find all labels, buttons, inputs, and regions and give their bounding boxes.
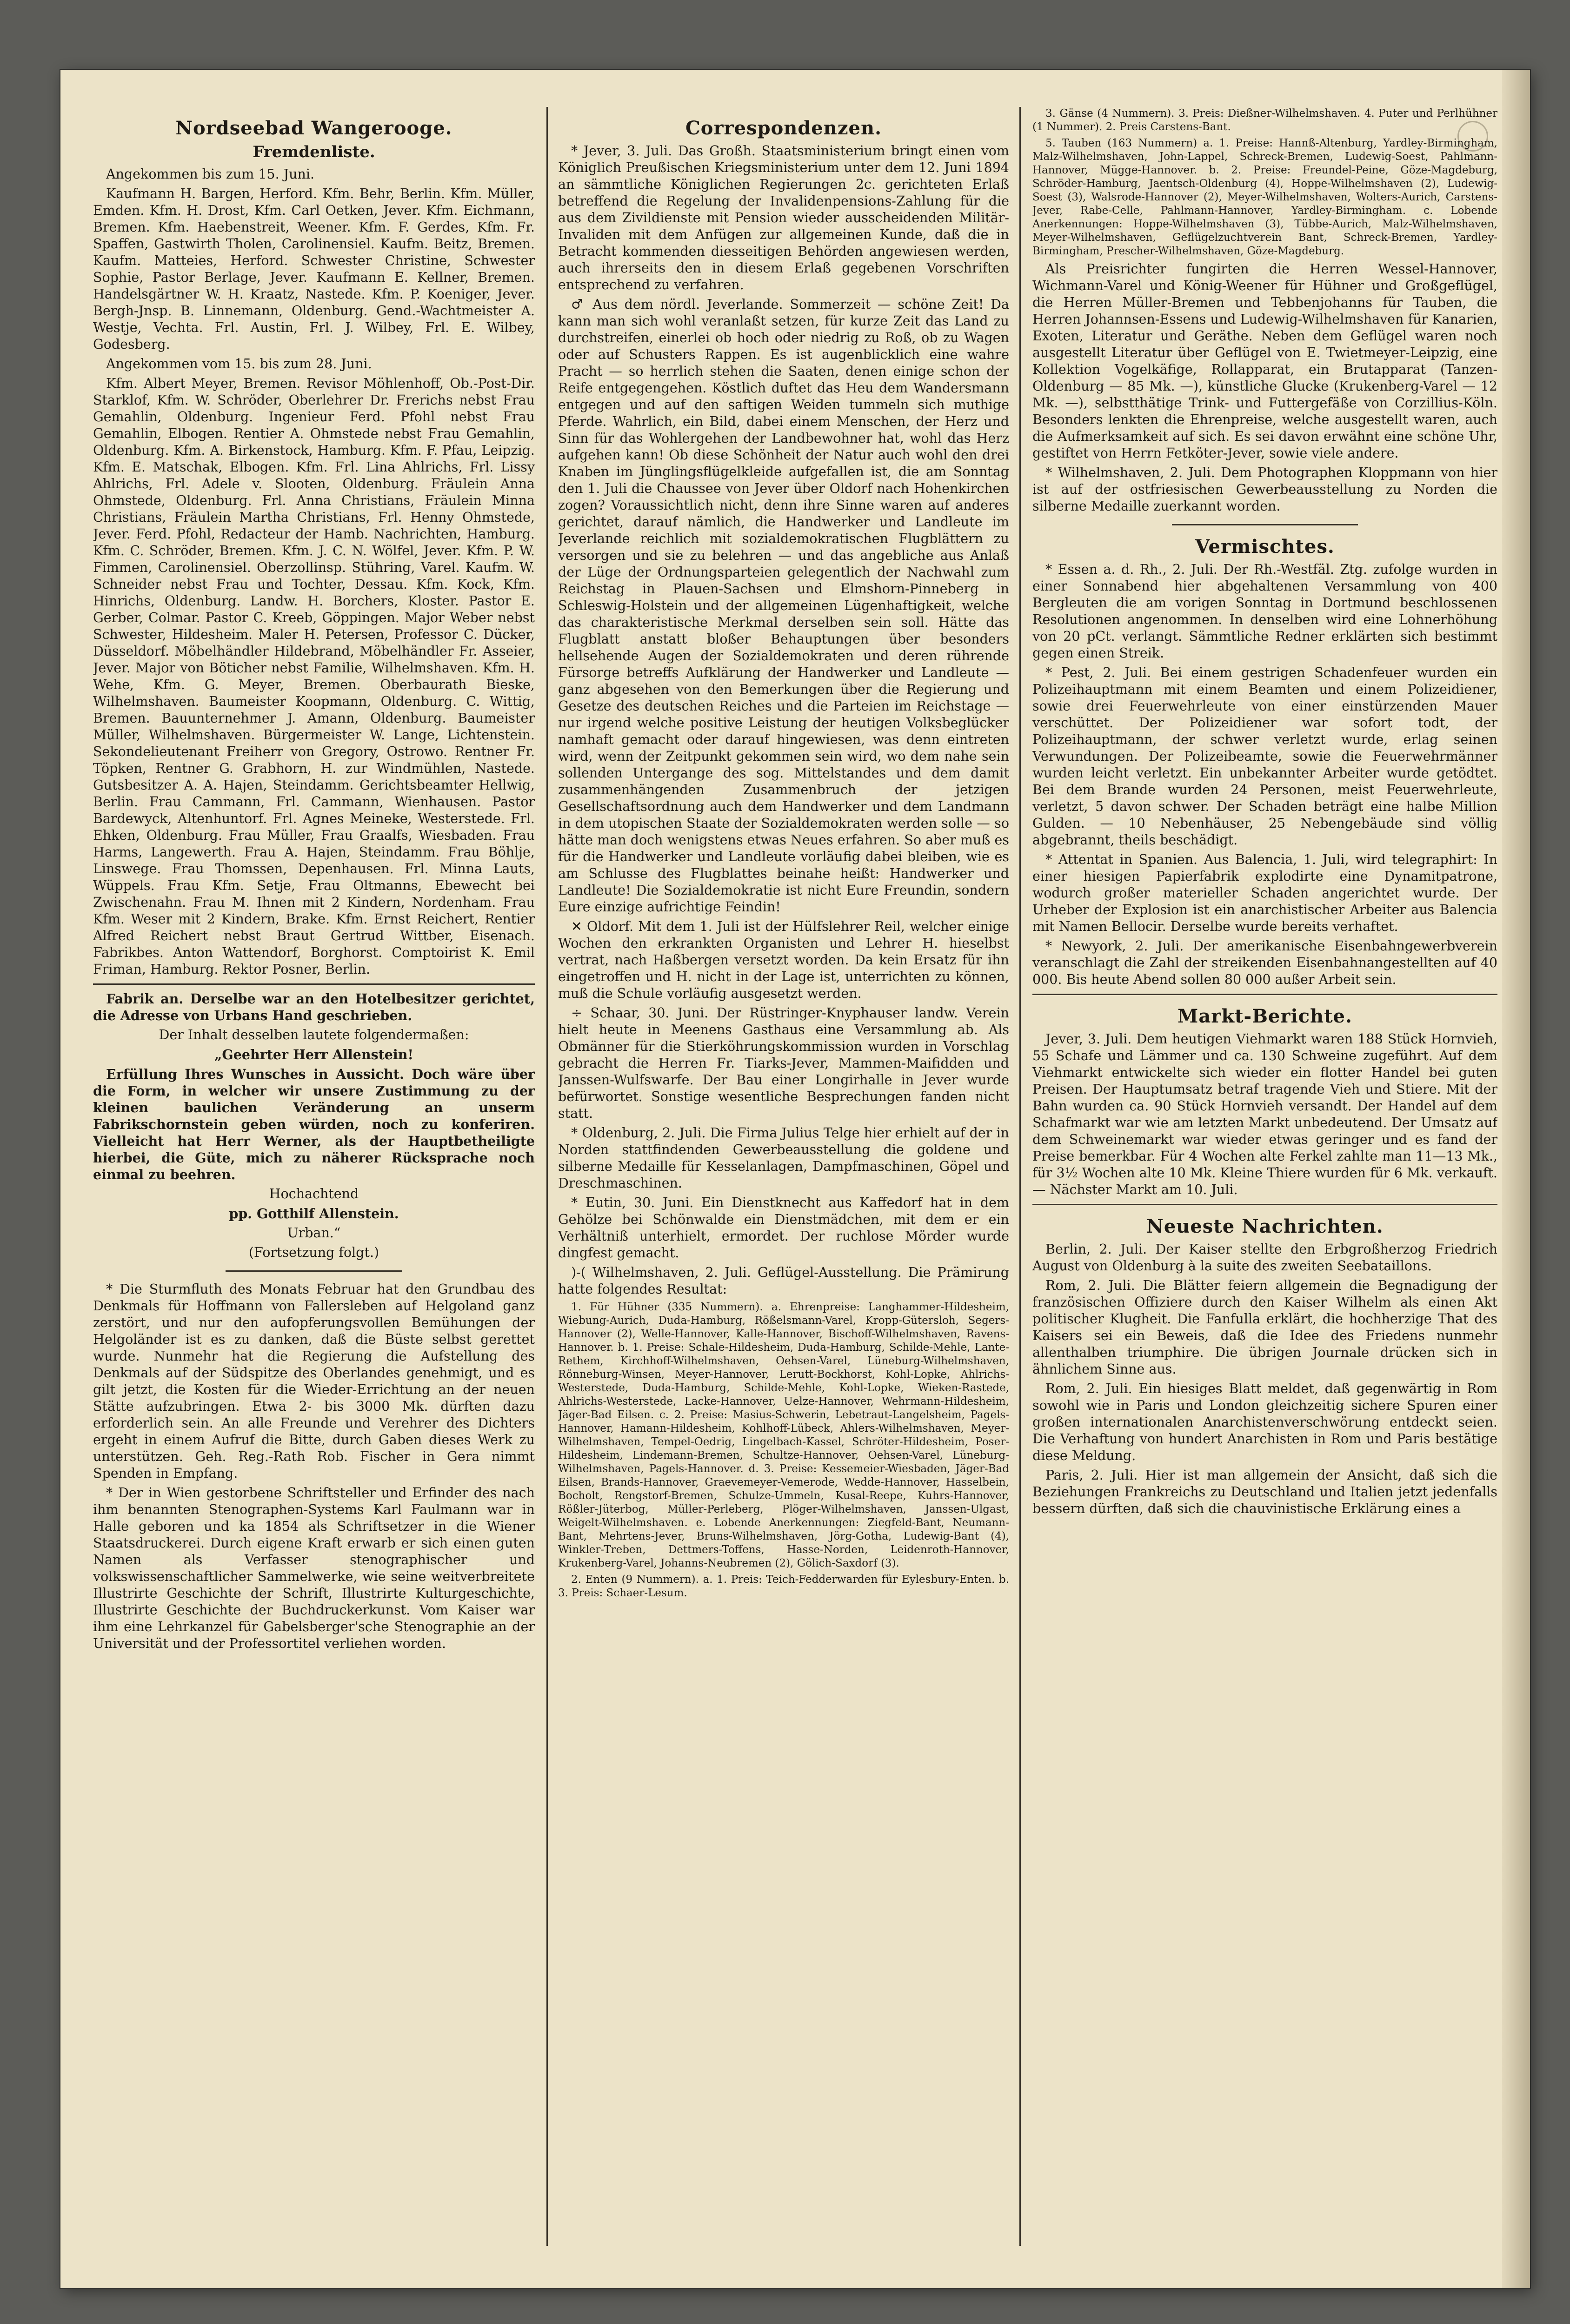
divider: [93, 983, 535, 985]
column-1: [93, 107, 535, 2255]
paragraph: * Wilhelmshaven, 2. Juli. Dem Photographen Kloppmann von hier ist auf der ostfriesischen Gewerbeausstellung zu Norden die silberne Medaille zuerkannt worden.: [1032, 465, 1497, 514]
column-3: [1032, 107, 1497, 2255]
paragraph: 2. Enten (9 Nummern). a. 1. Preis: Teich-Fedderwarden für Eylesbury-Enten. b. 3. Preis: Schaer-Lesum.: [558, 1574, 1009, 1599]
section-title-wangerooge: Nordseebad Wangerooge.: [175, 117, 452, 139]
paragraph: Paris, 2. Juli. Hier ist man allgemein der Ansicht, daß sich die Beziehungen Frankreichs zu Deutschland und Italien jetzt jedenfalls bessern dürften, daß sich die chauvinistische Erklärung eines a: [1032, 1467, 1497, 1516]
paragraph: ✕ Oldorf. Mit dem 1. Juli ist der Hülfslehrer Reil, welcher einige Wochen den erkrankten Organisten und Lehrer H. hieselbst vertrat, nach Haßbergen versetzt worden. Da kein Ersatz für ihn eingetroffen und H. nicht in der Lage ist, unterrichten zu können, muß die Schule vorläufig ausgesetzt werden.: [558, 919, 1009, 1001]
paragraph: Berlin, 2. Juli. Der Kaiser stellte den Erbgroßherzog Friedrich August von Oldenburg à la suite des zweiten Seebataillons.: [1032, 1242, 1497, 1274]
paragraph: 1. Für Hühner (335 Nummern). a. Ehrenpreise: Langhammer-Hildesheim, Wiebung-Aurich, Duda-Hamburg, Rößelsmann-Varel, Kropp-Gütersloh, Segers-Hannover (2), Welle-Hannover, Kalle-Hannover, Bischoff-Wilhelmshaven, Ravens-Hannover. b. 1. Preise: Schale-Hildesheim, Duda-Hamburg, Schilde-Mehle, Lante-Rethem, Kirchhoff-Wilhelmshaven, Oehsen-Varel, Lüneburg-Wilhelmshaven, Rönneburg-Winsen, Meyer-Hannover, Lerutt-Bockhorst, Kohl-Lopke, Ahlrichs-Westerstede, Duda-Hamburg, Schilde-Mehle, Kohl-Lopke, Wieken-Rastede, Ahlrichs-Westerstede, Lacke-Hannover, Uelze-Hannover, Wehrmann-Hildesheim, Jäger-Bad Eilsen. c. 2. Preise: Masius-Schwerin, Lebetraut-Langelsheim, Pagels-Hannover, Hamann-Hildesheim, Kohlhoff-Lübeck, Ahlers-Wilhelmshaven, Meyer-Wilhelmshaven, Tempel-Oedrig, Lingelbach-Kassel, Schröter-Hildesheim, Poser-Hildesheim, Lindemann-Bremen, Schultze-Hannover, Oehsen-Varel, Lüneburg-Wilhelmshaven, Pagels-Hannover. d. 3. Preise: Kessemeier-Wiesbaden, Jäger-Bad Eilsen, Brands-Hannover, Graevemeyer-Vemerode, Wedde-Hannover, Hasselbein, Bocholt, Rengstorf-Bremen, Schulze-Ummeln, Kusal-Reepe, Kuhrs-Hannover, Rößler-Jüterbog, Müller-Perleberg, Plöger-Wilhelmshaven, Janssen-Ulgast, Weigelt-Wilhelmshaven. e. Lobende Anerkennungen: Ziegfeld-Bant, Neumann-Bant, Mehrtens-Jever, Bruns-Wilhelmshaven, Jörg-Gotha, Ludewig-Bant (4), Winkler-Treben, Dettmers-Toffens, Hasse-Norden, Leidenroth-Hannover, Krukenberg-Varel, Johanns-Neubremen (2), Gölich-Saxdorf (3).: [558, 1301, 1009, 1569]
paragraph: Rom, 2. Juli. Ein hiesiges Blatt meldet, daß gegenwärtig in Rom sowohl wie in Paris und London gleichzeitig sichere Spuren einer großen internationalen Anarchistenverschwörung entdeckt seien. Die Verhaftung von hundert Anarchisten in Rom und Paris bestätige diese Meldung.: [1032, 1381, 1497, 1463]
paragraph: Als Preisrichter fungirten die Herren Wessel-Hannover, Wichmann-Varel und König-Weener für Hühner und Großgeflügel, die Herren Müller-Bremen und Tebbenjohanns für Tauben, die Herren Johannsen-Essens und Ludewig-Wilhelmshaven für Kanarien, Exoten, Literatur und Geräthe. Neben dem Geflügel waren noch ausgestellt Literatur über Geflügel von E. Twietmeyer-Leipzig, eine Kollektion Vogelkäfige, Rollapparat, ein Brutapparat (Tanzen-Oldenburg — 85 Mk. —), künstliche Glucke (Krukenberg-Varel — 12 Mk. —), selbstthätige Trink- und Futtergefäße von Corzillius-Köln. Besonders lenkten die Ehrenpreise, welche ausgestellt waren, auch die Aufmerksamkeit auf sich. Es sei davon erwähnt eine schöne Uhr, gestiftet von Herrn Fetköter-Jever, sowie viele andere.: [1032, 261, 1497, 461]
paragraph: Der Inhalt desselben lautete folgendermaßen:: [159, 1027, 469, 1042]
newspaper-page: [60, 70, 1530, 2288]
paragraph: * Jever, 3. Juli. Das Großh. Staatsministerium bringt einen vom Königlich Preußischen Kriegsministerium unter dem 12. Juni 1894 an sämmtliche Königlichen Regierungen 2c. gerichteten Erlaß betreffend die Regelung der Invalidenpensions-Zahlung für die aus dem Zivildienste mit Pension wieder ausscheidenden Militär-Invaliden mit dem Anfügen zur allgemeinen Kunde, daß die in Betracht kommenden diesseitigen Behörden angewiesen werden, auch ihrerseits den in diesem Erlaß gegebenen Vorschriften entsprechend zu verfahren.: [558, 143, 1009, 292]
section-subtitle-fremdenliste: Fremdenliste.: [253, 143, 375, 161]
paragraph: * Attentat in Spanien. Aus Balencia, 1. Juli, wird telegraphirt: In einer hiesigen Papierfabrik explodirte eine Dynamitpatrone, wodurch großer materieller Schaden angerichtet wurde. Der Urheber der Explosion ist ein anarchistischer Arbeiter aus Balencia mit Namen Bellocir. Derselbe wurde bereits verhaftet.: [1032, 852, 1497, 934]
paragraph: pp. Gotthilf Allenstein.: [229, 1206, 399, 1222]
column-rule-2: [1019, 107, 1021, 2246]
paragraph: * Eutin, 30. Juni. Ein Dienstknecht aus Kaffedorf hat in dem Gehölze bei Schönwalde ein Dienstmädchen, mit dem er ein Verhältniß unterhielt, ermordet. Der ruchlose Mörder wurde dingfest gemacht.: [558, 1195, 1009, 1261]
divider: [1032, 1204, 1497, 1205]
paragraph: ÷ Schaar, 30. Juni. Der Rüstringer-Knyphauser landw. Verein hielt heute in Meenens Gasthaus eine Versammlung ab. Als Obmänner für die Stierköhrungskommission wurden in Vorschlag gebracht die Herren Fr. Tiarks-Jever, Mammen-Maifidden und Janssen-Wulfswarfe. Der Bau einer Longirhalle in Jever wurde befürwortet. Sonstige wesentliche Besprechungen fanden nicht statt.: [558, 1005, 1009, 1121]
paragraph: (Fortsetzung folgt.): [248, 1245, 379, 1260]
paragraph: ♂ Aus dem nördl. Jeverlande. Sommerzeit — schöne Zeit! Da kann man sich wohl veranlaßt setzen, für kurze Zeit das Land zu durchstreifen, einerlei ob hoch oder niedrig zu Roß, ob zu Wagen oder auf Schusters Rappen. Es ist augenblicklich eine wahre Pracht — so herrlich stehen die Saaten, denen einige schon der Reife entgegengehen. Köstlich duftet das Heu dem Wandersmann entgegen und auf den saftigen Weiden tummeln sich muthige Pferde. Wahrlich, ein Bild, dabei einem Menschen, der Herz und Sinn für das Wohlergehen der Landbewohner hat, wohl das Herz aufgehen kann! Ob diese Schönheit der Natur auch wohl den drei Knaben im Jünglingsflügelkleide aufgefallen ist, die am Sonntag den 1. Juli die Chaussee von Jever über Oldorf nach Hohenkirchen zogen? Voraussichtlich nicht, denn ihre Sinne waren auf anderes gerichtet, darauf nämlich, die Handwerker und Landleute im Jeverlande reichlich mit sozialdemokratischen Flugblättern zu versorgen und sie zu belehren — und das angebliche aus Anlaß der Lüge der Ordnungsparteien gelegentlich der Nachwahl zum Reichstag in Plauen-Sachsen und Elmshorn-Pinneberg in Schleswig-Holstein und der allgemeinen Lügenhaftigkeit, welche das charakteristische Merkmal derselben sein soll. Hätte das Flugblatt anstatt bloßer Behauptungen über besonders hellsehende Augen der Sozialdemokraten und deren rührende Fürsorge betreffs Aufklärung der Handwerker und Landleute — ganz abgesehen von den Bemerkungen über die Regierung und Gesetze des deutschen Reiches und die Parteien im Reichstage — nur irgend welche positive Leistung der heutigen Volksbeglücker namhaft gemacht oder darauf hingewiesen, was denn eintreten wird, wenn der Zeitpunkt gekommen sein wird, wo dem nahe sein sollenden Untergange des sog. Mittelstandes und dem damit zusammenhängenden Zusammenbruch der jetzigen Gesellschaftsordnung auch dem Handwerker und dem Landmann in dem utopischen Staate der Sozialdemokraten werden solle — so hätte man doch wenigstens etwas Neues erfahren. So aber muß es für die Handwerker und Landleute vorläufig dabei bleiben, wie es am Schlusse des Flugblattes beinahe heißt: Handwerker und Landleute! Die Sozialdemokratie ist nicht Eure Freundin, sondern Eure einzige aufrichtige Feindin!: [558, 297, 1009, 915]
divider: [1032, 994, 1497, 995]
paragraph: Erfüllung Ihres Wunsches in Aussicht. Doch wäre über die Form, in welcher wir unsere Zustimmung zu der kleinen baulichen Veränderung an unserm Fabrikschornstein geben würden, noch zu konferiren. Vielleicht hat Herr Werner, als der Hauptbetheiligte hierbei, die Güte, mich zu näherer Rücksprache noch einmal zu beehren.: [93, 1066, 535, 1182]
paragraph: Jever, 3. Juli. Dem heutigen Viehmarkt waren 188 Stück Hornvieh, 55 Schafe und Lämmer und ca. 130 Schweine zugeführt. Auf dem Viehmarkt entwickelte sich wieder ein flotter Handel bei guten Preisen. Der Hauptumsatz betraf tragende Vieh und Stiere. Mit der Bahn wurden ca. 90 Stück Hornvieh versandt. Der Handel auf dem Schafmarkt war wie am letzten Markt unbedeutend. Der Umsatz auf dem Schweinemarkt war wieder etwas geringer und es fand der Preise bemerkbar. Für 4 Wochen alte Ferkel zahlte man 11—13 Mk., für 3½ Wochen alte 10 Mk. Kleine Thiere wurden für 6 Mk. verkauft. — Nächster Markt am 10. Juli.: [1032, 1031, 1497, 1197]
column-rule-1: [546, 107, 548, 2246]
paragraph: Angekommen vom 15. bis zum 28. Juni.: [106, 356, 372, 372]
paragraph: Angekommen bis zum 15. Juni.: [106, 166, 314, 182]
paragraph: * Essen a. d. Rh., 2. Juli. Der Rh.-Westfäl. Ztg. zufolge wurden in einer Sonnabend hier abgehaltenen Versammlung von 400 Bergleuten die am vorigen Sonntag in Dortmund beschlossenen Resolutionen angenommen. In denselben wird eine Lohnerhöhung von 20 pCt. verlangt. Sämmtliche Redner erklärten sich bestimmt gegen einen Streik.: [1032, 562, 1497, 661]
paragraph: )-( Wilhelmshaven, 2. Juli. Geflügel-Ausstellung. Die Prämirung hatte folgendes Resultat:: [558, 1265, 1009, 1297]
section-title-neueste-nachrichten: Neueste Nachrichten.: [1146, 1215, 1384, 1237]
paragraph: * Oldenburg, 2. Juli. Die Firma Julius Telge hier erhielt auf der in Norden stattfindenden Gewerbeausstellung die goldene und silberne Medaille für Kesselanlagen, Dampfmaschinen, Göpel und Dreschmaschinen.: [558, 1125, 1009, 1191]
section-title-vermischtes: Vermischtes.: [1195, 536, 1335, 558]
paragraph: 5. Tauben (163 Nummern) a. 1. Preise: Hannß-Altenburg, Yardley-Birmingham, Malz-Wilhelmshaven, John-Lappel, Schreck-Bremen, Ludewig-Soest, Pahlmann-Hannover, Mügge-Hannover. b. 2. Preise: Freundel-Peine, Göze-Magdeburg, Schröder-Hamburg, Jaentsch-Oldenburg (4), Hoppe-Wilhelmshaven (2), Ludewig-Soest (3), Walsrode-Hannover (2), Meyer-Wilhelmshaven, Wolters-Aurich, Carstens-Jever, Rabe-Celle, Pahlmann-Hannover, Yardley-Birmingham. c. Lobende Anerkennungen: Hoppe-Wilhelmshaven (3), Tübbe-Aurich, Malz-Wilhelmshaven, Meyer-Wilhelmshaven, Geflügelzuchtverein Bant, Schreck-Bremen, Yardley-Birmingham, Prescher-Wilhelmshaven, Göze-Magdeburg.: [1032, 137, 1497, 257]
paragraph: * Pest, 2. Juli. Bei einem gestrigen Schadenfeuer wurden ein Polizeihauptmann mit einem Beamten und einem Polizeidiener, sowie drei Feuerwehrleute von einer einstürzenden Mauer verschüttet. Der Polizeidiener war sofort todt, der Polizeihauptmann, der schwer verletzt wurde, erlag seinen Verwundungen. Der Polizeibeamte, sowie die Feuerwehrmänner wurden leicht verletzt. Ein unbekannter Arbeiter wurde getödtet. Bei dem Brande wurden 24 Personen, meist Feuerwehrleute, verletzt, 5 davon schwer. Der Schaden beträgt eine halbe Million Gulden. — 10 Nebenhäuser, 25 Nebengebäude sind völlig abgebrannt, theils beschädigt.: [1032, 665, 1497, 848]
paragraph: 3. Gänse (4 Nummern). 3. Preis: Dießner-Wilhelmshaven. 4. Puter und Perlhühner (1 Nummer). 2. Preis Carstens-Bant.: [1032, 107, 1497, 133]
paragraph: Urban.“: [287, 1225, 341, 1241]
column-2: [558, 107, 1009, 2255]
paragraph: Kfm. Albert Meyer, Bremen. Revisor Möhlenhoff, Ob.-Post-Dir. Starklof, Kfm. W. Schröder, Oberlehrer Dr. Frerichs nebst Frau Gemahlin, Oldenburg. Ingenieur Ferd. Pfohl nebst Frau Gemahlin, Elbogen. Rentier A. Ohmstede nebst Frau Gemahlin, Oldenburg. Kfm. A. Birkenstock, Hamburg. Kfm. F. Pfau, Leipzig. Kfm. E. Matschak, Elbogen. Kfm. Frl. Lina Ahlrichs, Frl. Lissy Ahlrichs, Frl. Adele v. Slooten, Oldenburg. Fräulein Anna Ohmstede, Oldenburg. Frl. Anna Christians, Fräulein Minna Christians, Fräulein Martha Christians, Frl. Henny Ohmstede, Jever. Ferd. Pfohl, Redacteur der Hamb. Nachrichten, Hamburg. Kfm. C. Schröder, Bremen. Kfm. J. C. N. Wölfel, Jever. Kfm. P. W. Fimmen, Carolinensiel. Oberzollinsp. Stühring, Varel. Kaufm. W. Schneider nebst Frau und Tochter, Dessau. Kfm. Kock, Kfm. Hinrichs, Oldenburg. Landw. H. Borchers, Kloster. Pastor E. Gerber, Colmar. Pastor C. Kreeb, Göppingen. Major Weber nebst Schwester, Hildesheim. Maler H. Petersen, Professor C. Dücker, Düsseldorf. Möbelhändler Hildebrand, Möbelhändler Fr. Asseier, Jever. Major von Böticher nebst Familie, Wilhelmshaven. Kfm. H. Wehe, Kfm. G. Meyer, Bremen. Oberbaurath Bieske, Wilhelmshaven. Baumeister Koopmann, Oldenburg. C. Wittig, Bremen. Bauunternehmer J. Amann, Oldenburg. Baumeister Müller, Wilhelmshaven. Bürgermeister W. Lange, Lichtenstein. Sekondelieutenant Freiherr von Gregory, Ostrowo. Rentner Fr. Töpken, Rentner G. Grabhorn, H. zur Windmühlen, Nastede. Gutsbesitzer A. A. Hajen, Steindamm. Gerichtsbeamter Hellwig, Berlin. Frau Cammann, Frl. Cammann, Wienhausen. Pastor Bardewyck, Altenhuntorf. Frl. Agnes Meineke, Westerstede. Frl. Ehken, Oldenburg. Frau Müller, Frau Graalfs, Wiesbaden. Frau Harms, Langewerth. Frau A. Hajen, Steindamm. Frau Böhlje, Linswege. Frau Thomssen, Depenhausen. Frl. Minna Lauts, Wüppels. Frau Kfm. Setje, Frau Oltmanns, Ebewecht bei Zwischenahn. Frau M. Ihnen mit 2 Kindern, Nordenham. Frau Kfm. Weser mit 2 Kindern, Brake. Kfm. Ernst Reichert, Rentier Alfred Reichert nebst Braut Gertrud Wittber, Eisenach. Fabrikbes. Anton Wattendorf, Borghorst. Comptoirist K. Emil Friman, Hamburg. Rektor Posner, Berlin.: [93, 376, 535, 977]
paragraph: „Geehrter Herr Allenstein!: [214, 1047, 413, 1062]
section-title-markt-berichte: Markt-Berichte.: [1178, 1005, 1352, 1027]
paragraph: Fabrik an. Derselbe war an den Hotelbesitzer gerichtet, die Adresse von Urbans Hand geschrieben.: [93, 991, 535, 1023]
paragraph: Hochachtend: [269, 1186, 359, 1202]
divider: [1172, 524, 1358, 525]
page-spine-shadow: [1502, 70, 1530, 2288]
paragraph: * Die Sturmfluth des Monats Februar hat den Grundbau des Denkmals für Hoffmann von Fallersleben auf Helgoland ganz zerstört, und nur den aufopferungsvollen Bemühungen der Helgoländer ist es zu danken, daß die Büste selbst gerettet wurde. Nunmehr hat die Regierung die Aufstellung des Denkmals auf der Südspitze des Oberlandes genehmigt, und es gilt jetzt, die Kosten für die Wieder-Errichtung an der neuen Stätte aufzubringen. Etwa 2- bis 3000 Mk. dürften dazu erforderlich sein. An alle Freunde und Verehrer des Dichters ergeht in einem Aufruf die Bitte, durch Gaben dieses Werk zu unterstützen. Geh. Reg.-Rath Rob. Fischer in Gera nimmt Spenden in Empfang.: [93, 1282, 535, 1481]
paragraph: Rom, 2. Juli. Die Blätter feiern allgemein die Begnadigung der französischen Offiziere durch den Kaiser Wilhelm als einen Akt politischer Klugheit. Die Fanfulla erklärt, die hochherzige That des Kaisers sei ein Beweis, daß die Idee des Friedens nunmehr allenthalben triumphire. Die übrigen Journale drücken sich in ähnlichem Sinne aus.: [1032, 1278, 1497, 1377]
section-title-correspondenzen: Correspondenzen.: [685, 117, 882, 139]
paragraph: * Newyork, 2. Juli. Der amerikanische Eisenbahngewerbverein veranschlagt die Zahl der streikenden Eisenbahnangestellten auf 40 000. Bis heute Abend sollen 80 000 außer Arbeit sein.: [1032, 938, 1497, 987]
divider: [226, 1270, 402, 1272]
paragraph: Kaufmann H. Bargen, Herford. Kfm. Behr, Berlin. Kfm. Müller, Emden. Kfm. H. Drost, Kfm. Carl Oetken, Jever. Kfm. Eichmann, Bremen. Kfm. Haebenstreit, Weener. Kfm. F. Gerdes, Kfm. Fr. Spaffen, Gastwirth Tholen, Carolinensiel. Kaufm. Beitz, Bremen. Kaufm. Matteies, Herford. Schwester Christine, Schwester Sophie, Pastor Berlage, Jever. Kaufmann E. Kellner, Bremen. Handelsgärtner W. H. Kraatz, Nastede. Kfm. P. Koeniger, Jever. Bergh-Jnsp. B. Linnemann, Oldenburg. Gend.-Wachtmeister A. Westje, Vechta. Frl. Austin, Frl. J. Wilbey, Frl. E. Wilbey, Godesberg.: [93, 186, 535, 352]
paragraph: * Der in Wien gestorbene Schriftsteller und Erfinder des nach ihm benannten Stenographen-Systems Karl Faulmann war in Halle geboren und ka 1854 als Schriftsetzer in die Wiener Staatsdruckerei. Durch eigene Kraft erwarb er sich einen guten Namen als Verfasser stenographischer und volkswissenschaftlicher Sammelwerke, wie seine weitverbreitete Illustrirte Geschichte der Schrift, Illustrirte Kulturgeschichte, Illustrirte Geschichte der Buchdruckerkunst. Vom Kaiser war ihm eine Lehrkanzel für Gabelsberger'sche Stenographie an der Universität und der Professortitel verliehen worden.: [93, 1485, 535, 1651]
